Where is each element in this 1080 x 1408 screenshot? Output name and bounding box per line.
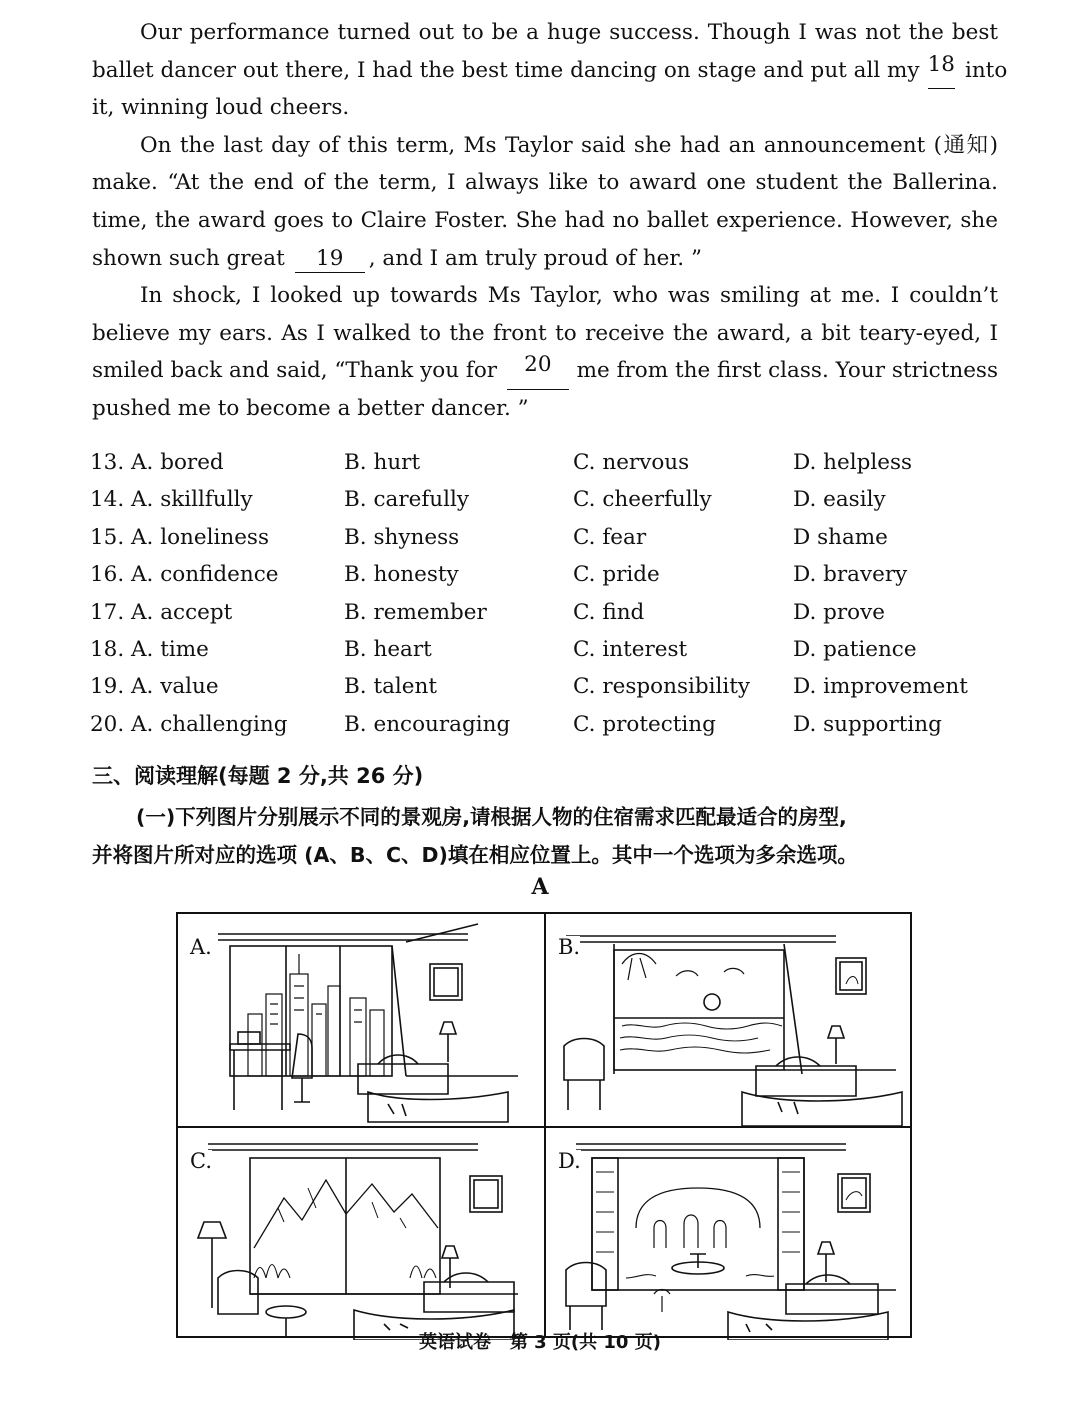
mountain-view-room-illustration	[178, 1128, 544, 1340]
option-c: C. fear	[573, 524, 647, 550]
option-d: D shame	[793, 524, 888, 550]
question-row	[90, 668, 990, 705]
option-d: D. bravery	[793, 562, 908, 588]
image-a-city-view	[178, 914, 544, 1126]
question-row	[90, 481, 990, 518]
option-a: 16. A. confidence	[90, 562, 279, 588]
option-d: D. prove	[793, 599, 885, 625]
image-d-garden-view	[546, 1128, 912, 1340]
blank-18: 18	[928, 52, 955, 90]
image-label: D.	[558, 1149, 581, 1173]
image-label: A.	[190, 935, 212, 959]
passage-line: pushed me to become a better dancer. ”	[92, 395, 529, 421]
option-a: 20. A. challenging	[90, 711, 288, 737]
blank-19: 19	[295, 246, 365, 273]
blank-20: 20	[507, 352, 569, 390]
passage-line: In shock, I looked up towards Ms Taylor, who was smiling at me. I couldn’t	[140, 283, 998, 309]
passage-line: shown such great 19 , and I am truly proud of her. ”	[92, 245, 702, 271]
option-c: C. nervous	[573, 450, 690, 475]
room-image-grid	[176, 912, 912, 1338]
passage-line: On the last day of this term, Ms Taylor said she had an announcement (通知)	[140, 132, 998, 158]
cloze-passage	[92, 14, 1008, 428]
question-row	[90, 556, 990, 593]
option-b: B. encouraging	[344, 711, 511, 737]
option-a: 18. A. time	[90, 636, 209, 662]
option-b: B. heart	[344, 636, 432, 662]
option-c: C. pride	[573, 562, 660, 588]
option-c: C. interest	[573, 636, 688, 662]
image-b-sea-view	[546, 914, 912, 1126]
option-d: D. easily	[793, 487, 886, 513]
question-row	[90, 519, 990, 556]
passage-line: Our performance turned out to be a huge success. Though I was not the best	[140, 20, 998, 45]
passage-line: smiled back and said, “Thank you for 20 me from the first class. Your strictness	[92, 352, 998, 390]
grid-divider	[178, 1126, 910, 1128]
passage-line: believe my ears. As I walked to the front to receive the award, a bit teary-eyed, I	[92, 320, 998, 346]
question-row	[90, 706, 990, 743]
image-c-mountain-view	[178, 1128, 544, 1340]
section-title: 三、阅读理解(每题 2 分,共 26 分)	[92, 764, 424, 788]
option-a: 13. A. bored	[90, 450, 224, 475]
option-c: C. responsibility	[573, 674, 751, 700]
question-row	[90, 594, 990, 631]
answer-options	[90, 444, 990, 743]
option-a: 15. A. loneliness	[90, 524, 270, 550]
sea-view-room-illustration	[546, 914, 912, 1126]
figure-label: A	[531, 874, 549, 900]
passage-line: it, winning loud cheers.	[92, 95, 350, 121]
instruction-line: (一)下列图片分别展示不同的景观房,请根据人物的住宿需求匹配最适合的房型,	[136, 805, 847, 829]
image-label: C.	[190, 1149, 212, 1173]
instruction-line: 并将图片所对应的选项 (A、B、C、D)填在相应位置上。其中一个选项为多余选项。	[92, 843, 858, 867]
question-row	[90, 631, 990, 668]
option-c: C. cheerfully	[573, 487, 712, 513]
image-label: B.	[558, 935, 581, 959]
garden-view-room-illustration	[546, 1128, 912, 1340]
option-a: 19. A. value	[90, 674, 219, 700]
option-d: D. supporting	[793, 711, 942, 737]
option-d: D. patience	[793, 636, 917, 662]
option-b: B. talent	[344, 674, 438, 700]
option-d: D. helpless	[793, 450, 913, 475]
passage-line: ballet dancer out there, I had the best time dancing on stage and put all my 18 into	[92, 52, 998, 90]
option-a: 14. A. skillfully	[90, 487, 253, 513]
option-b: B. shyness	[344, 524, 460, 550]
passage-line: make. “At the end of the term, I always like to award one student the Ballerina.	[92, 170, 998, 196]
section-instruction	[92, 798, 998, 874]
option-b: B. hurt	[344, 450, 421, 475]
question-row	[90, 444, 990, 481]
option-c: C. protecting	[573, 711, 716, 737]
option-b: B. remember	[344, 599, 487, 625]
option-c: C. find	[573, 599, 645, 625]
option-d: D. improvement	[793, 674, 968, 700]
passage-line: time, the award goes to Claire Foster. She had no ballet experience. However, she	[92, 207, 998, 233]
option-b: B. carefully	[344, 487, 470, 513]
option-a: 17. A. accept	[90, 599, 233, 625]
city-view-room-illustration	[178, 914, 544, 1126]
option-b: B. honesty	[344, 562, 459, 588]
grid-divider	[544, 914, 546, 1336]
page-footer: 英语试卷 第 3 页(共 10 页)	[419, 1332, 661, 1353]
